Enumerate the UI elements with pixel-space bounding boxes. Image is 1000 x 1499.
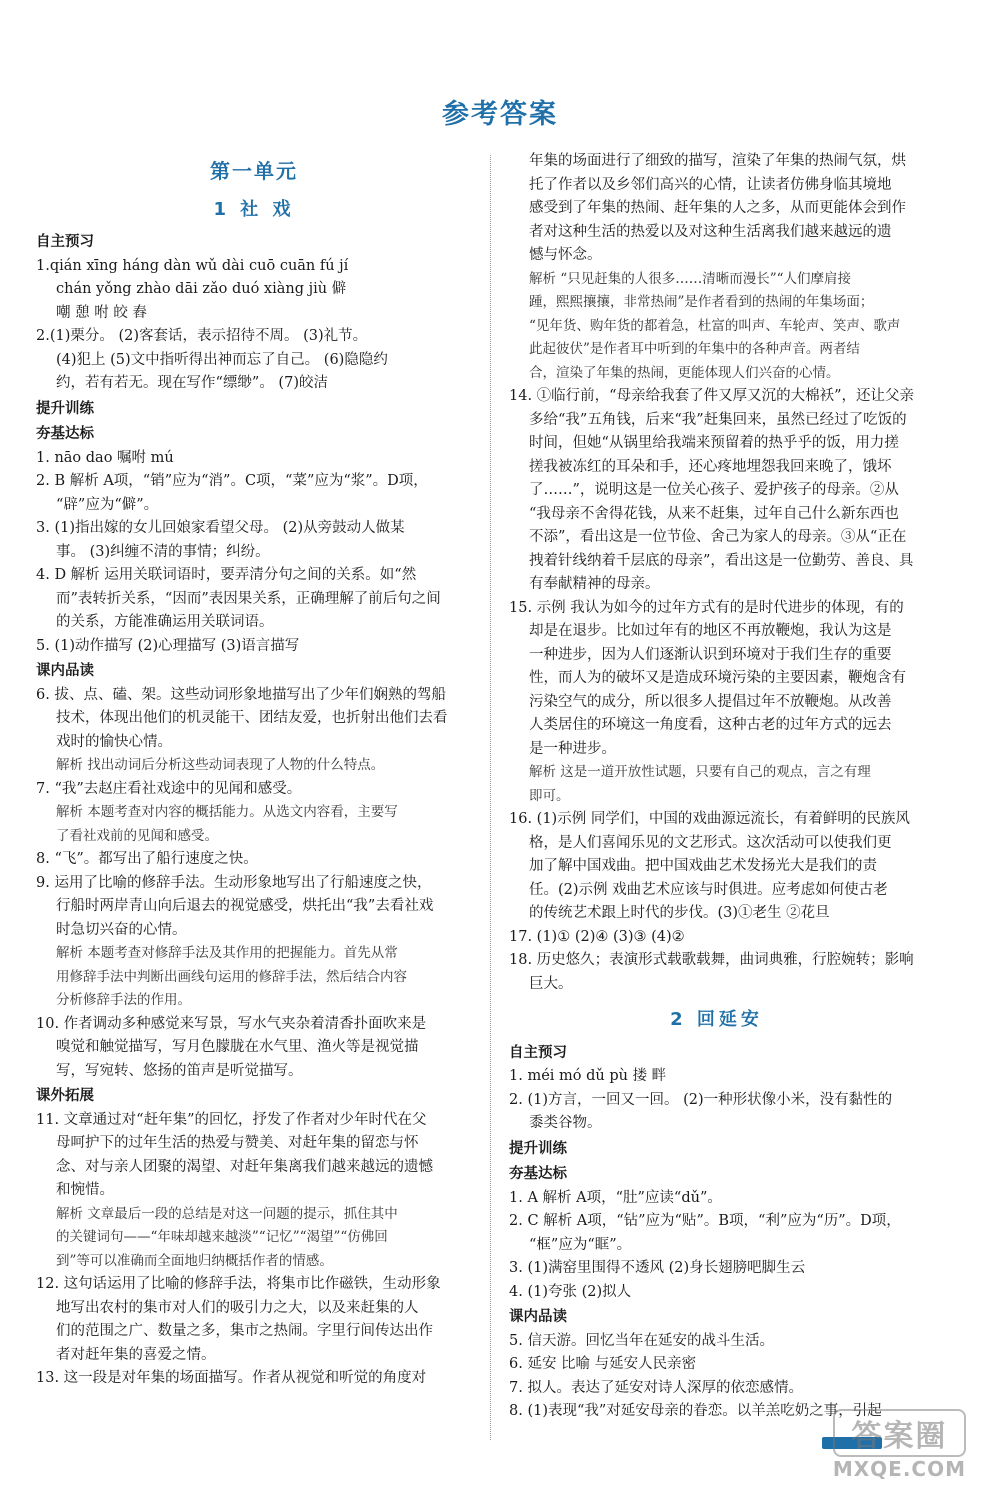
unit-title: 第一单元 (210, 159, 298, 183)
answer-line: 的关系，方能准确运用关联词语。 (56, 614, 274, 630)
analysis: 合，渲染了年集的热闹，更能体现人们兴奋的心情。 (529, 364, 840, 381)
answer-line: 时急切兴奋的心情。 (56, 921, 187, 938)
answer-line: chán yǒng zhào dāi zǎo duó xiàng jiù 僻 (56, 281, 347, 297)
analysis: 解析 找出动词后分析这些动词表现了人物的什么特点。 (56, 757, 385, 773)
answer-item: 5. (1)动作描写 (2)心理描写 (3)语言描写 (36, 637, 300, 654)
answer-line: 嗅觉和触觉描写，写月色朦胧在水气里、渔火等是视觉描 (56, 1039, 419, 1055)
watermark-logo: 答案圈 (833, 1409, 966, 1457)
answer-item: 10. 作者调动多种感觉来写景，写水气夹杂着清香扑面吹来是 (36, 1015, 427, 1032)
answer-line: 是一种进步。 (529, 740, 616, 757)
lesson-2-title: 2 回延安 (670, 1009, 763, 1030)
section-base: 夯基达标 (509, 1166, 567, 1182)
answer-item: 18. 历史悠久；表演形式载歌载舞，曲词典雅，行腔婉转；影响巨大。 (509, 952, 914, 992)
answer-line: 任。(2)示例 戏曲艺术应该与时俱进。应考虑如何使古老 (529, 881, 888, 898)
answer-line: 约，若有若无。现在写作“缥缈”。 (7)皎洁 (56, 375, 328, 391)
page-title: 参考答案 (442, 99, 558, 130)
answer-line: 一种进步，因为人们逐渐认识到环境对于我们生存的重要 (529, 646, 892, 663)
analysis: 解析 “只见赶集的人很多……清晰而漫长”“人们摩肩接 (529, 270, 851, 287)
answer-item: 1.qián xīng háng dàn wǔ dài cuō cuān fú jí (36, 257, 349, 274)
answer-line: 而”表转折关系，“因而”表因果关系，正确理解了前后句之间 (56, 590, 441, 607)
answer-line: 者对赶年集的喜爱之情。 (56, 1346, 216, 1363)
answer-item: 16. (1)示例 同学们，中国的戏曲源远流长，有着鲜明的民族风 (509, 811, 910, 827)
answer-item: 7. 拟人。表达了延安对诗人深厚的依恋感情。 (509, 1379, 803, 1396)
answer-line: 地写出农村的集市对人们的吸引力之大，以及来赶集的人 (56, 1299, 419, 1316)
analysis: 分析修辞手法的作用。 (56, 992, 191, 1008)
answer-line: 托了作者以及乡邻们高兴的心情，让读者仿佛身临其境地 (529, 176, 892, 193)
answer-line: 性，而人为的破坏又是造成环境污染的主要因素，鞭炮含有 (529, 670, 906, 686)
analysis: 此起彼伏”是作者耳中听到的年集中的各种声音。两者结 (529, 341, 860, 357)
answer-line: 格，是人们喜闻乐见的文艺形式。这次活动可以使我们更 (529, 834, 892, 851)
answer-line: 多给“我”五角钱，后来“我”赶集回来，虽然已经过了吃饭的 (529, 411, 907, 428)
section-train: 提升训练 (36, 400, 94, 417)
section-preview: 自主预习 (36, 234, 94, 250)
answer-line: 时间，但她“从锅里给我端来预留着的热乎乎的饭，用力搓 (529, 435, 899, 451)
answer-line: 者对这种生活的热爱以及对这种生活离我们越来越远的遗 (529, 223, 892, 240)
answer-item: 8. (1)表现“我”对延安母亲的眷恋。以羊羔吃奶之事，引起 (509, 1403, 882, 1419)
answer-item: 14. ①临行前，“母亲给我套了件又厚又沉的大棉袄”，还让父亲 (509, 388, 914, 404)
answer-item: 11. 文章通过对“赶年集”的回忆，抒发了作者对少年时代在父 (36, 1111, 427, 1128)
answer-item: 15. 示例 我认为如今的过年方式有的是时代进步的体现，有的 (509, 599, 904, 616)
answer-item: 5. 信天游。回忆当年在延安的战斗生活。 (509, 1332, 774, 1349)
section-base: 夯基达标 (36, 426, 94, 442)
section-class: 课内品读 (509, 1309, 567, 1325)
answer-line: 黍类谷物。 (529, 1115, 602, 1131)
answer-line: 有奉献精神的母亲。 (529, 576, 660, 592)
answer-item: 13. 这一段是对年集的场面描写。作者从视觉和听觉的角度对 (36, 1370, 427, 1386)
answer-line: 加了解中国戏曲。把中国戏曲艺术发扬光大是我们的责 (529, 858, 877, 874)
answer-line: 不添”，看出这是一位节俭、舍己为家人的母亲。③从“正在 (529, 529, 907, 545)
answer-item: 2. (1)方言，一回又一回。 (2)一种形状像小米，没有黏性的 (509, 1091, 893, 1108)
section-extra: 课外拓展 (36, 1088, 94, 1104)
answer-line: 憾与怀念。 (529, 247, 602, 263)
answer-item: 4. (1)夸张 (2)拟人 (509, 1283, 632, 1300)
analysis: 解析 文章最后一段的总结是对这一问题的提示，抓住其中 (56, 1205, 398, 1222)
answer-line: 技术，体现出他们的机灵能干、团结友爱，也折射出他们去看 (56, 710, 448, 726)
answer-line: 嘲 憩 咐 皎 舂 (56, 304, 147, 321)
analysis: 解析 本题考查对内容的概括能力。从选文内容看，主要写 (56, 804, 398, 820)
right-column (509, 150, 924, 1440)
answer-line: 却是在退步。比如过年有的地区不再放鞭炮，我认为这是 (529, 623, 892, 639)
analysis: 了看社戏前的见闻和感受。 (56, 827, 218, 844)
analysis: 即可。 (529, 787, 570, 804)
answer-item: 2.(1)栗分。 (2)客套话，表示招待不周。 (3)礼节。 (36, 328, 368, 344)
analysis: “见年货、购年货的都着急，杜富的叫声、车轮声、笑声、歌声 (529, 317, 901, 334)
answer-line: “我母亲不舍得花钱，从来不赶集，过年自己什么新东西也 (529, 505, 899, 522)
answer-line: 拽着针线纳着千层底的母亲”，看出这是一位勤劳、善良、具 (529, 552, 914, 569)
answer-line: 行船时两岸青山向后退去的视觉感受，烘托出“我”去看社戏 (56, 898, 434, 914)
answer-line: 年集的场面进行了细致的描写，渲染了年集的热闹气氛，烘 (529, 153, 906, 169)
answer-item: 1. méi mó dǔ pù 搂 畔 (509, 1068, 667, 1084)
answer-line: 搓我被冻红的耳朵和手，还心疼地埋怨我回来晚了，饿坏 (529, 458, 892, 475)
answer-line: 母呵护下的过年生活的热爱与赞美、对赶年集的留恋与怀 (56, 1135, 419, 1151)
answer-line: “框”应为“眶”。 (529, 1236, 632, 1253)
answer-item: 17. (1)① (2)④ (3)③ (4)② (509, 928, 685, 945)
lesson-1-title: 1 社 戏 (213, 198, 295, 220)
watermark (833, 1409, 966, 1481)
analysis: 解析 这是一道开放性试题，只要有自己的观点，言之有理 (529, 764, 871, 780)
answer-line: “辟”应为“僻”。 (56, 496, 159, 513)
answer-line: 污染空气的成分，所以很多人提倡过年不放鞭炮。从改善 (529, 693, 892, 710)
answer-item: 2. B 解析 A项，“销”应为“消”。C项，“菜”应为“浆”。D项， (36, 473, 428, 489)
answer-item: 8. “飞”。都写出了船行速度之快。 (36, 851, 258, 867)
answer-item: 12. 这句话运用了比喻的修辞手法，将集市比作磁铁，生动形象 (36, 1276, 441, 1292)
analysis: 用修辞手法中判断出画线句运用的修辞手法，然后结合内容 (56, 968, 407, 985)
answer-item: 6. 拔、点、磕、架。这些动词形象地描写出了少年们娴熟的驾船 (36, 686, 446, 703)
section-train: 提升训练 (509, 1140, 567, 1157)
answer-item: 2. C 解析 A项，“钻”应为“贴”。B项，“利”应为“历”。D项， (509, 1213, 901, 1229)
left-column (36, 150, 472, 1440)
answer-line: 事。 (3)纠缠不清的事情；纠纷。 (56, 543, 270, 560)
answer-line: 念、对与亲人团聚的渴望、对赶年集离我们越来越远的遗憾 (56, 1158, 433, 1175)
answer-item: 7. “我”去赵庄看社戏途中的见闻和感受。 (36, 780, 302, 797)
answer-line: 和惋惜。 (56, 1182, 114, 1198)
answer-item: 6. 延安 比喻 与延安人民亲密 (509, 1356, 697, 1372)
column-divider (490, 155, 491, 1440)
analysis: 解析 本题考查对修辞手法及其作用的把握能力。首先从常 (56, 945, 398, 961)
answer-line: 人类居住的环境这一角度看，这种古老的过年方式的远去 (529, 717, 892, 733)
analysis: 踵，熙熙攘攘，非常热闹”是作者看到的热闹的年集场面； (529, 294, 874, 310)
analysis: 到”等可以准确而全面地归纳概括作者的情感。 (56, 1252, 333, 1269)
answer-line: 戏时的愉快心情。 (56, 733, 172, 750)
section-class: 课内品读 (36, 663, 94, 679)
answer-item: 3. (1)满窑里围得不透风 (2)身长翅膀吧脚生云 (509, 1260, 806, 1276)
analysis: 的关键词句——“年味却越来越淡”“记忆”“渴望”“仿佛回 (56, 1229, 388, 1245)
answer-line: 们的范围之广、数量之多，集市之热闹。字里行间传达出作 (56, 1323, 433, 1339)
answer-item: 1. nāo dao 嘱咐 mú (36, 449, 174, 466)
answer-line: 写，写宛转、悠扬的笛声是听觉描写。 (56, 1062, 303, 1079)
watermark-url: MXQE.COM (832, 1457, 966, 1481)
answer-line: 的传统艺术跟上时代的步伐。(3)①老生 ②花旦 (529, 905, 830, 921)
answer-item: 3. (1)指出嫁的女儿回娘家看望父母。 (2)从旁鼓动人做某 (36, 520, 405, 536)
answer-item: 1. A 解析 A项，“肚”应读“dǔ”。 (509, 1189, 722, 1206)
answer-item: 9. 运用了比喻的修辞手法。生动形象地写出了行船速度之快， (36, 874, 432, 891)
answer-item: 4. D 解析 运用关联词语时，要弄清分句之间的关系。如“然 (36, 567, 417, 583)
answer-line: (4)犯上 (5)文中指听得出神而忘了自己。 (6)隐隐约 (56, 351, 388, 368)
answer-line: 感受到了年集的热闹、赶年集的人之多，从而更能体会到作 (529, 200, 906, 216)
answer-line: 了……”，说明这是一位关心孩子、爱护孩子的母亲。②从 (529, 482, 899, 498)
section-preview: 自主预习 (509, 1044, 567, 1061)
